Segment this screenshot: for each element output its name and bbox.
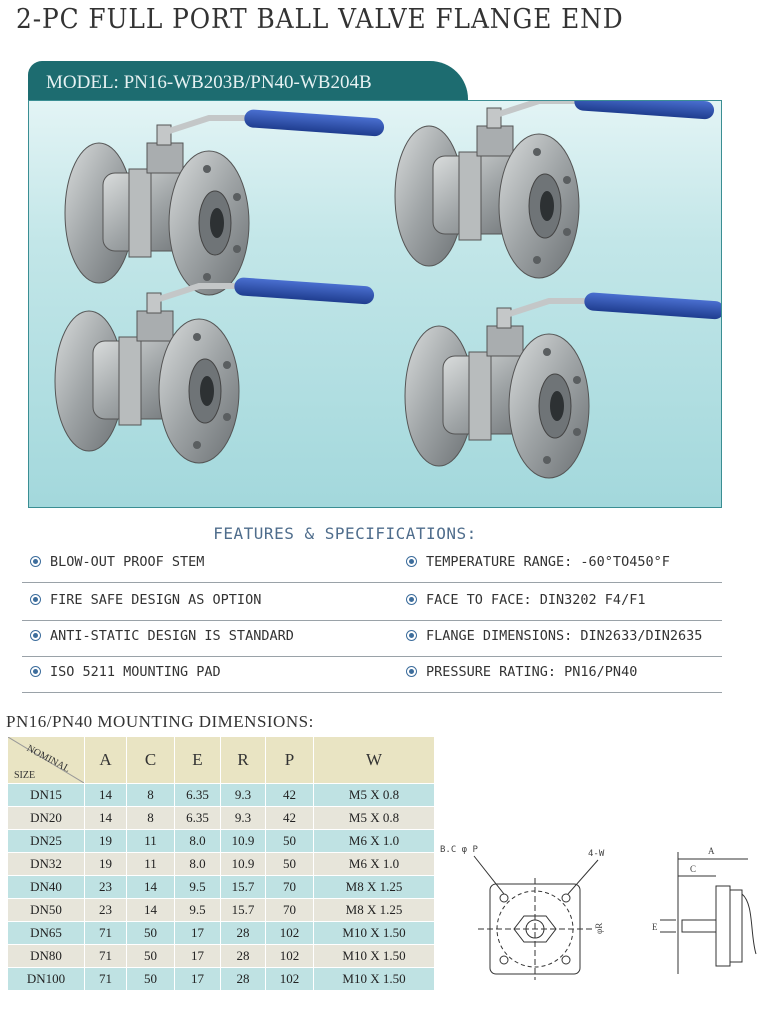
feature-row bbox=[22, 656, 722, 693]
bullet-icon bbox=[406, 630, 417, 641]
table-cell: 19 bbox=[85, 830, 127, 853]
table-cell: 9.5 bbox=[175, 899, 221, 922]
table-row bbox=[8, 830, 435, 853]
table-cell: 28 bbox=[221, 945, 266, 968]
bullet-icon bbox=[30, 594, 41, 605]
table-cell: 42 bbox=[266, 807, 314, 830]
table-cell: 9.3 bbox=[221, 807, 266, 830]
table-cell: M5 X 0.8 bbox=[314, 807, 435, 830]
feature-text: BLOW-OUT PROOF STEM bbox=[50, 554, 205, 570]
table-cell: 19 bbox=[85, 853, 127, 876]
table-cell: 9.5 bbox=[175, 876, 221, 899]
corner-header bbox=[8, 737, 85, 784]
e-label: E bbox=[652, 922, 658, 932]
table-cell: 42 bbox=[266, 784, 314, 807]
nominal-label: NOMINAL bbox=[24, 743, 72, 775]
size-cell: DN100 bbox=[8, 968, 85, 991]
table-cell: 71 bbox=[85, 968, 127, 991]
table-cell: 23 bbox=[85, 899, 127, 922]
size-label: SIZE bbox=[14, 770, 36, 781]
table-row bbox=[8, 968, 435, 991]
table-cell: 6.35 bbox=[175, 784, 221, 807]
size-cell: DN25 bbox=[8, 830, 85, 853]
table-cell: 102 bbox=[266, 945, 314, 968]
table-row bbox=[8, 945, 435, 968]
table-cell: 14 bbox=[127, 876, 175, 899]
table-row bbox=[8, 784, 435, 807]
table-cell: 50 bbox=[266, 853, 314, 876]
feature-right bbox=[406, 664, 637, 680]
mounting-drawing bbox=[438, 834, 758, 984]
r-label: φR bbox=[594, 922, 604, 934]
feature-text: FIRE SAFE DESIGN AS OPTION bbox=[50, 592, 262, 608]
a-label: A bbox=[708, 846, 715, 856]
column-header: A bbox=[85, 737, 127, 784]
table-cell: 14 bbox=[127, 899, 175, 922]
table-cell: 71 bbox=[85, 945, 127, 968]
table-cell: 50 bbox=[266, 830, 314, 853]
table-cell: 11 bbox=[127, 830, 175, 853]
feature-left bbox=[30, 628, 294, 644]
table-cell: M6 X 1.0 bbox=[314, 830, 435, 853]
table-cell: M10 X 1.50 bbox=[314, 945, 435, 968]
feature-text: ANTI-STATIC DESIGN IS STANDARD bbox=[50, 628, 294, 644]
table-cell: 11 bbox=[127, 853, 175, 876]
column-header: C bbox=[127, 737, 175, 784]
table-cell: 10.9 bbox=[221, 853, 266, 876]
feature-text: ISO 5211 MOUNTING PAD bbox=[50, 664, 221, 680]
table-cell: 23 bbox=[85, 876, 127, 899]
column-header: R bbox=[221, 737, 266, 784]
c-label: C bbox=[690, 864, 697, 874]
feature-left bbox=[30, 554, 204, 570]
table-cell: 8 bbox=[127, 807, 175, 830]
table-cell: 71 bbox=[85, 922, 127, 945]
holes-label: 4-W bbox=[588, 849, 605, 859]
table-cell: 14 bbox=[85, 807, 127, 830]
size-cell: DN20 bbox=[8, 807, 85, 830]
dimensions-table bbox=[7, 736, 435, 991]
feature-text: FLANGE DIMENSIONS: DIN2633/DIN2635 bbox=[426, 628, 703, 644]
table-cell: M5 X 0.8 bbox=[314, 784, 435, 807]
bullet-icon bbox=[30, 556, 41, 567]
size-cell: DN80 bbox=[8, 945, 85, 968]
table-row bbox=[8, 899, 435, 922]
bullet-icon bbox=[30, 630, 41, 641]
table-cell: 28 bbox=[221, 922, 266, 945]
table-title: PN16/PN40 MOUNTING DIMENSIONS: bbox=[6, 712, 314, 731]
bullet-icon bbox=[406, 666, 417, 677]
column-header: W bbox=[314, 737, 435, 784]
table-cell: 50 bbox=[127, 922, 175, 945]
size-cell: DN50 bbox=[8, 899, 85, 922]
table-cell: M10 X 1.50 bbox=[314, 922, 435, 945]
table-cell: 6.35 bbox=[175, 807, 221, 830]
table-cell: 9.3 bbox=[221, 784, 266, 807]
feature-row bbox=[22, 584, 722, 621]
feature-left bbox=[30, 592, 261, 608]
table-cell: M10 X 1.50 bbox=[314, 968, 435, 991]
size-cell: DN40 bbox=[8, 876, 85, 899]
table-cell: 17 bbox=[175, 945, 221, 968]
table-cell: 102 bbox=[266, 922, 314, 945]
size-cell: DN65 bbox=[8, 922, 85, 945]
feature-row bbox=[22, 620, 722, 657]
table-cell: 102 bbox=[266, 968, 314, 991]
table-cell: 14 bbox=[85, 784, 127, 807]
table-cell: 70 bbox=[266, 876, 314, 899]
product-photo bbox=[28, 100, 722, 508]
bullet-icon bbox=[406, 594, 417, 605]
table-cell: 8 bbox=[127, 784, 175, 807]
bullet-icon bbox=[406, 556, 417, 567]
table-cell: 17 bbox=[175, 922, 221, 945]
feature-left bbox=[30, 664, 221, 680]
feature-text: FACE TO FACE: DIN3202 F4/F1 bbox=[426, 592, 646, 608]
table-cell: 15.7 bbox=[221, 899, 266, 922]
feature-right bbox=[406, 592, 645, 608]
table-cell: 50 bbox=[127, 945, 175, 968]
table-cell: 8.0 bbox=[175, 853, 221, 876]
feature-text: PRESSURE RATING: PN16/PN40 bbox=[426, 664, 638, 680]
table-cell: 50 bbox=[127, 968, 175, 991]
table-cell: 10.9 bbox=[221, 830, 266, 853]
bc-label: B.C φ P bbox=[440, 845, 478, 855]
table-header-row bbox=[8, 737, 435, 784]
table-cell: 17 bbox=[175, 968, 221, 991]
table-cell: 28 bbox=[221, 968, 266, 991]
features-title: FEATURES & SPECIFICATIONS: bbox=[213, 524, 477, 543]
size-cell: DN15 bbox=[8, 784, 85, 807]
valve-images bbox=[29, 101, 722, 508]
table-cell: 8.0 bbox=[175, 830, 221, 853]
table-row bbox=[8, 853, 435, 876]
table-cell: M8 X 1.25 bbox=[314, 899, 435, 922]
column-header: P bbox=[266, 737, 314, 784]
page-title: 2-PC FULL PORT BALL VALVE FLANGE END bbox=[16, 4, 624, 35]
feature-text: TEMPERATURE RANGE: -60°TO450°F bbox=[426, 554, 670, 570]
table-cell: M6 X 1.0 bbox=[314, 853, 435, 876]
feature-row bbox=[22, 546, 722, 583]
table-cell: M8 X 1.25 bbox=[314, 876, 435, 899]
size-cell: DN32 bbox=[8, 853, 85, 876]
bullet-icon bbox=[30, 666, 41, 677]
feature-right bbox=[406, 554, 670, 570]
table-cell: 15.7 bbox=[221, 876, 266, 899]
table-row bbox=[8, 876, 435, 899]
feature-right bbox=[406, 628, 702, 644]
model-tab: MODEL: PN16-WB203B/PN40-WB204B bbox=[28, 61, 468, 101]
table-cell: 70 bbox=[266, 899, 314, 922]
column-header: E bbox=[175, 737, 221, 784]
table-row bbox=[8, 922, 435, 945]
table-row bbox=[8, 807, 435, 830]
